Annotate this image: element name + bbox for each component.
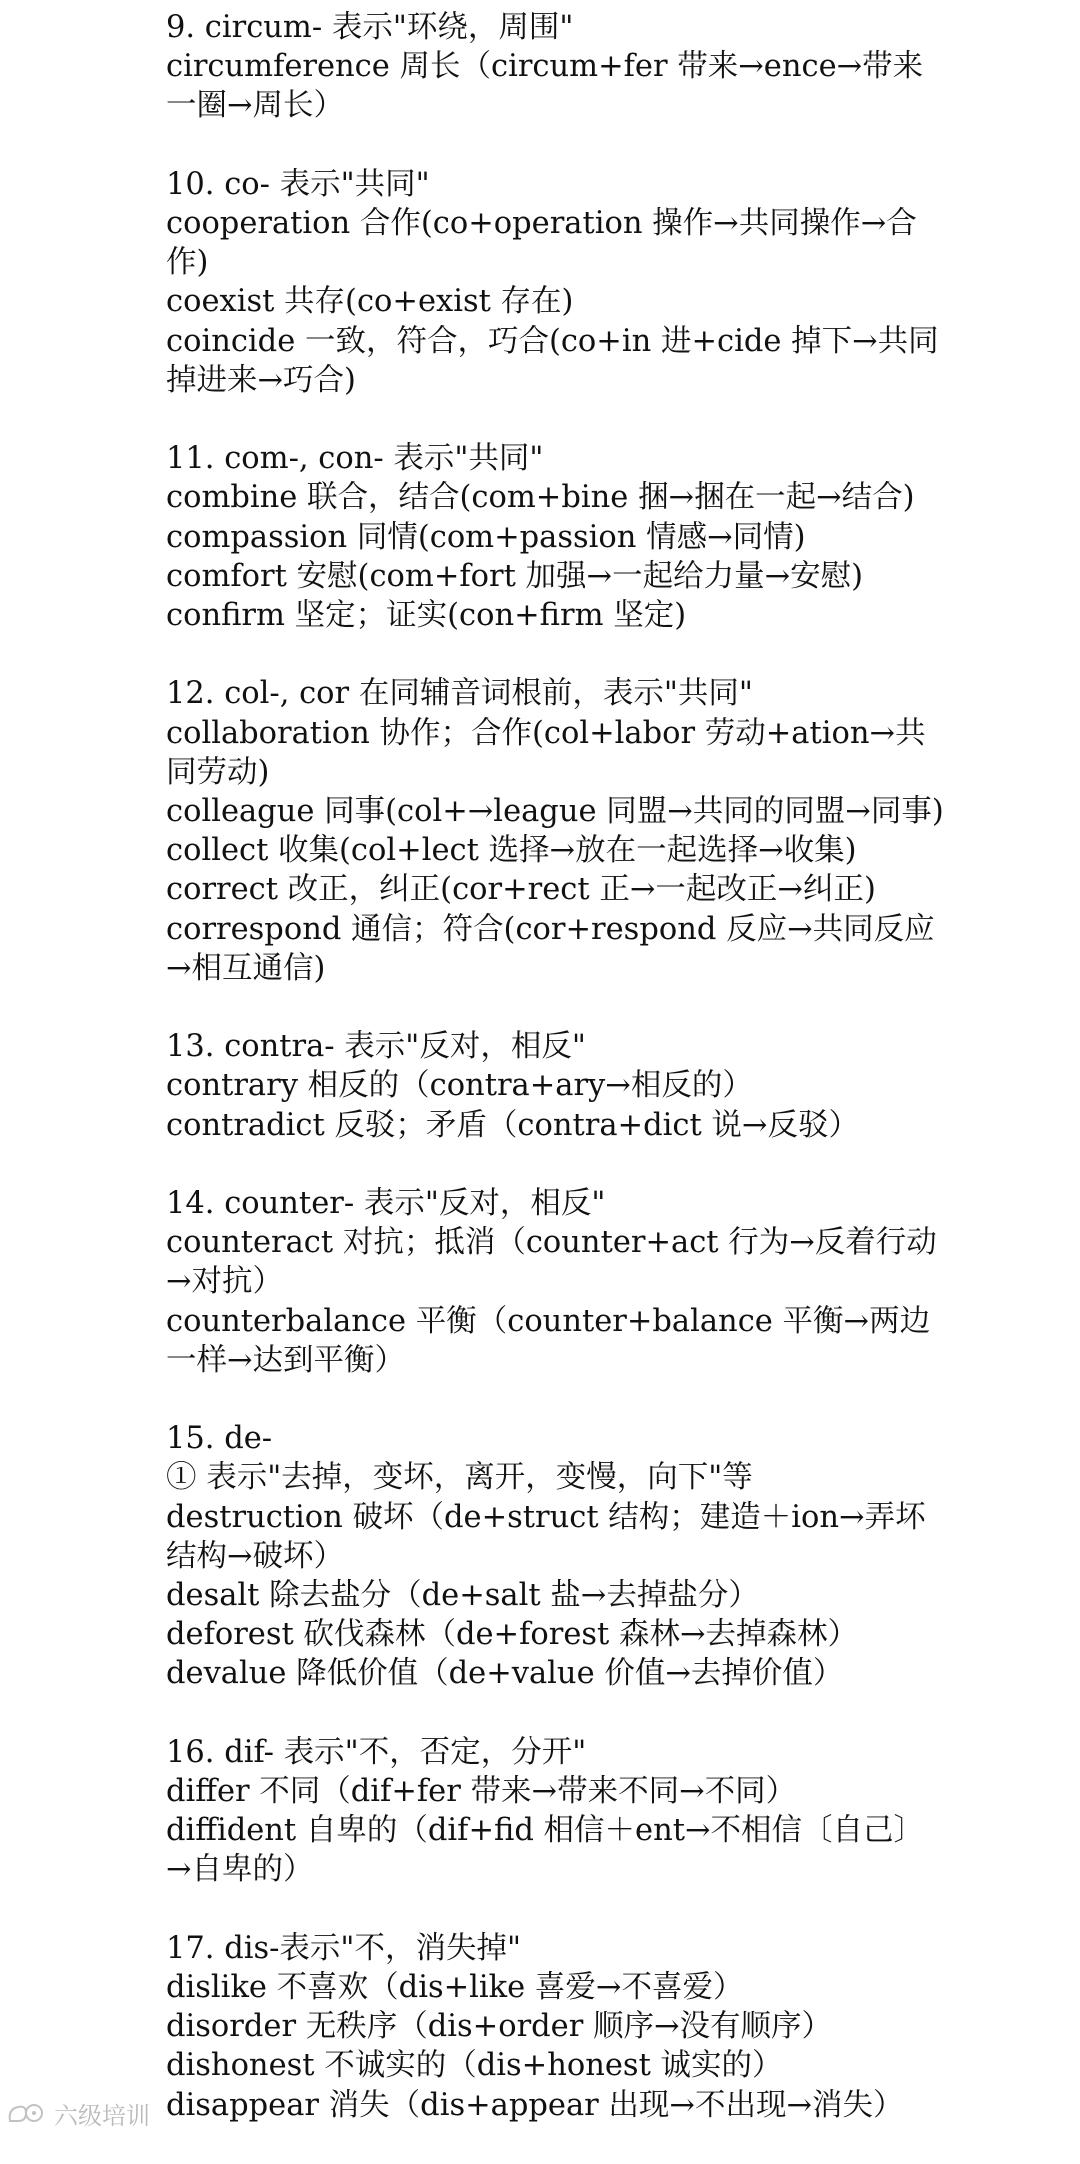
section-heading: 9. circum- 表示"环绕，周围" <box>166 10 574 45</box>
word-entry: contradict 反驳；矛盾（contra+dict 说→反驳） <box>166 1107 859 1143</box>
prefix-section <box>166 1929 946 2125</box>
word-entry: deforest 砍伐森林（de+forest 森林→去掉森林） <box>166 1617 859 1653</box>
word-entry: dishonest 不诚实的（dis+honest 诚实的） <box>166 2048 783 2084</box>
section-heading: 12. col-, cor 在同辅音词根前，表示"共同" <box>166 676 753 712</box>
prefix-section <box>166 1184 946 1380</box>
prefix-section <box>166 8 946 126</box>
prefix-section <box>166 439 946 635</box>
section-heading: 11. com-, con- 表示"共同" <box>166 441 544 477</box>
word-entry: correct 改正，纠正(cor+rect 正→一起改正→纠正) <box>166 872 876 908</box>
section-heading: 16. dif- 表示"不，否定，分开" <box>166 1734 587 1770</box>
watermark-text: 六级培训 <box>54 2102 150 2130</box>
word-entry: combine 联合，结合(com+bine 捆→捆在一起→结合) <box>166 480 915 516</box>
section-heading: 13. contra- 表示"反对，相反" <box>166 1029 586 1065</box>
word-entry: coexist 共存(co+exist 存在) <box>166 284 574 320</box>
prefix-section <box>166 1733 946 1890</box>
prefix-section <box>166 1027 946 1145</box>
word-entry: colleague 同事(col+→league 同盟→共同的同盟→同事) <box>166 794 944 830</box>
word-entry: dislike 不喜欢（dis+like 喜爱→不喜爱） <box>166 1970 744 2006</box>
word-entry: collaboration 协作；合作(col+labor 劳动+ation→共同劳动) <box>166 715 926 790</box>
word-entry: destruction 破坏（de+struct 结构；建造＋ion→弄坏结构→破坏） <box>166 1499 926 1574</box>
word-entry: contrary 相反的（contra+ary→相反的） <box>166 1068 753 1104</box>
word-entry: desalt 除去盐分（de+salt 盐→去掉盐分） <box>166 1578 759 1614</box>
prefix-section <box>166 674 946 988</box>
word-entry: compassion 同情(com+passion 情感→同情) <box>166 519 806 555</box>
word-entry: devalue 降低价值（de+value 价值→去掉价值） <box>166 1656 844 1692</box>
watermark-logo-icon <box>6 2099 46 2129</box>
word-entry: cooperation 合作(co+operation 操作→共同操作→合作) <box>166 206 917 281</box>
word-entry: correspond 通信；符合(cor+respond 反应→共同反应→相互通信) <box>166 911 935 986</box>
word-entry: counteract 对抗；抵消（counter+act 行为→反着行动→对抗） <box>166 1225 937 1300</box>
section-heading: 10. co- 表示"共同" <box>166 166 430 202</box>
word-entry: disorder 无秩序（dis+order 顺序→没有顺序） <box>166 2009 833 2045</box>
sections-list <box>166 8 946 2125</box>
word-entry: collect 收集(col+lect 选择→放在一起选择→收集) <box>166 833 857 869</box>
section-heading: 15. de- <box>166 1421 273 1457</box>
word-entry: differ 不同（dif+fer 带来→带来不同→不同） <box>166 1774 797 1810</box>
word-entry: coincide 一致，符合，巧合(co+in 进+cide 掉下→共同掉进来→巧合) <box>166 323 939 398</box>
prefix-section <box>166 1419 946 1693</box>
word-entry: disappear 消失（dis+appear 出现→不出现→消失） <box>166 2087 904 2123</box>
word-entry: ① 表示"去掉，变坏，离开，变慢，向下"等 <box>166 1460 753 1496</box>
word-entry: diffident 自卑的（dif+fid 相信＋ent→不相信〔自己〕→自卑的） <box>166 1813 925 1888</box>
prefix-section <box>166 165 946 400</box>
document-page <box>166 8 946 2164</box>
section-heading: 14. counter- 表示"反对，相反" <box>166 1186 606 1222</box>
watermark <box>6 2096 150 2131</box>
section-heading: 17. dis-表示"不，消失掉" <box>166 1930 521 1966</box>
word-entry: comfort 安慰(com+fort 加强→一起给力量→安慰) <box>166 558 864 594</box>
word-entry: confirm 坚定；证实(con+firm 坚定) <box>166 598 687 634</box>
word-entry: circumference 周长（circum+fer 带来→ence→带来一圈→周长） <box>166 49 924 124</box>
word-entry: counterbalance 平衡（counter+balance 平衡→两边一样→达到平衡） <box>166 1303 931 1378</box>
